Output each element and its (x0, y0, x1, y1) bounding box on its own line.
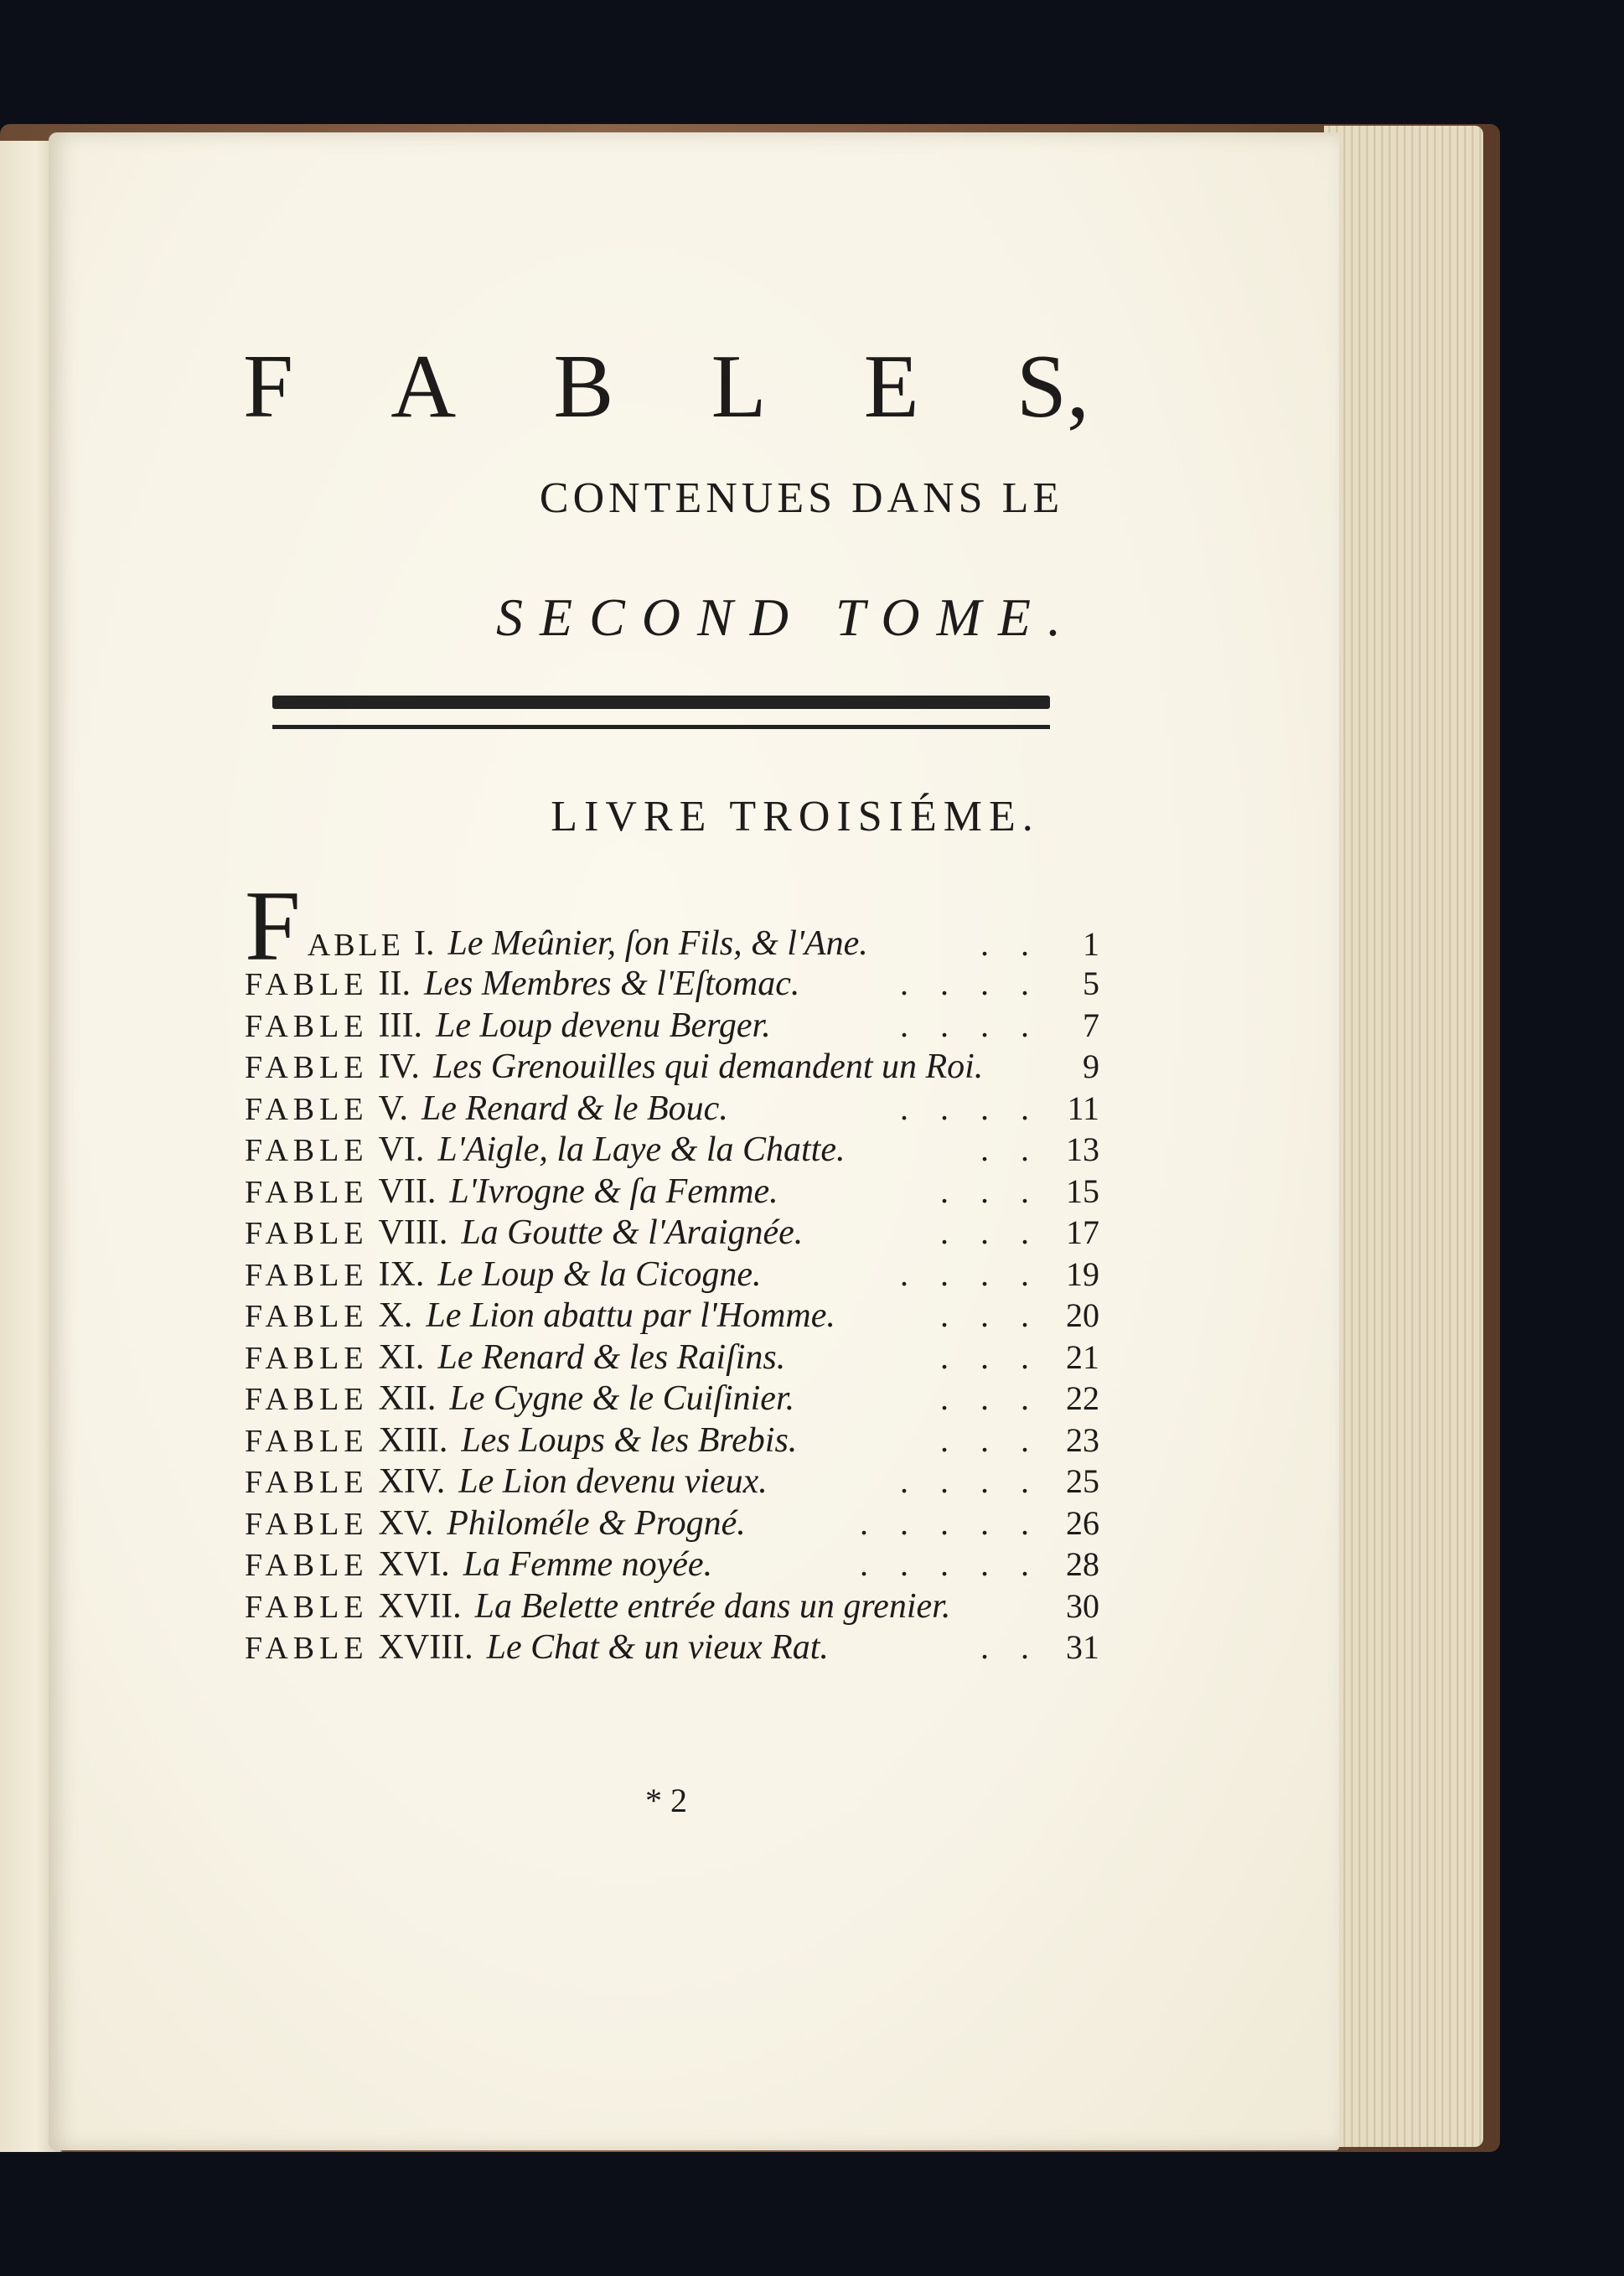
page-number: 17 (1066, 1213, 1099, 1251)
fable-title: Les Loups & les Brebis. (461, 1420, 798, 1460)
toc-row (245, 1627, 1099, 1669)
leader-dots: . . . (940, 1420, 1041, 1459)
fable-number: XV. (378, 1503, 434, 1543)
fable-number: XVIII. (378, 1628, 473, 1667)
tome-heading: SECOND TOME. (496, 587, 1078, 647)
fable-number: I. (413, 924, 435, 963)
fable-word: FABLE (245, 1091, 369, 1127)
page-number: 31 (1066, 1628, 1099, 1666)
title-letter: F (243, 337, 294, 437)
divider-thin (272, 725, 1050, 729)
fable-word: FABLE (245, 1050, 369, 1085)
fable-word: FABLE (245, 1631, 369, 1666)
drop-cap: F (245, 870, 304, 981)
page-title (243, 335, 1089, 439)
title-letter: L (711, 337, 767, 437)
fable-word: FABLE (245, 1299, 369, 1334)
leader-dots: . . (980, 1628, 1041, 1666)
fable-word: FABLE (245, 1382, 369, 1417)
leader-dots: . . . . . (860, 1503, 1041, 1542)
page-number: 13 (1066, 1130, 1099, 1168)
page-number: 7 (1083, 1006, 1099, 1044)
toc-row (245, 1213, 1099, 1254)
fable-word: FABLE (245, 1133, 369, 1168)
leader-dots: . . . (940, 1172, 1041, 1210)
toc-row (245, 1254, 1099, 1296)
page-number: 26 (1066, 1503, 1099, 1542)
fable-title: Le Lion abattu par l'Homme. (426, 1296, 835, 1335)
fable-number: III. (378, 1006, 422, 1045)
fable-title: Le Chat & un vieux Rat. (486, 1628, 829, 1667)
signature-mark: * 2 (645, 1782, 687, 1819)
fable-number: X. (378, 1296, 413, 1335)
page-number: 11 (1067, 1089, 1099, 1127)
fable-title: La Goutte & l'Araignée. (461, 1213, 804, 1252)
toc-row (245, 1089, 1099, 1130)
fable-number: XVI. (378, 1545, 450, 1584)
fable-number: XI. (378, 1337, 425, 1377)
fable-title: L'Ivrogne & ſa Femme. (449, 1172, 778, 1211)
page-number: 20 (1066, 1296, 1099, 1334)
fable-number: II. (378, 965, 411, 1003)
fable-title: L'Aigle, la Laye & la Chatte. (437, 1130, 846, 1169)
leader-dots: . . . (940, 1379, 1041, 1417)
page-number: 19 (1066, 1254, 1099, 1293)
fable-number: IX. (378, 1254, 425, 1294)
page-fore-edge (1324, 126, 1483, 2147)
leader-dots: . . . . (900, 965, 1041, 1002)
fable-number: XVII. (378, 1586, 462, 1626)
page-number: 23 (1066, 1420, 1099, 1459)
toc-row (245, 1130, 1099, 1172)
fable-number: VII. (378, 1172, 437, 1211)
fable-number: VI. (378, 1130, 425, 1169)
fable-word-rest: ABLE (307, 928, 404, 963)
leader-dots: . . . . (900, 1006, 1041, 1044)
leader-dots: . . . . . (860, 1545, 1041, 1583)
fable-word: FABLE (245, 1465, 369, 1500)
page-number: 21 (1066, 1337, 1099, 1376)
fable-title: Le Renard & le Bouc. (421, 1089, 728, 1128)
fable-title: Le Lion devenu vieux. (458, 1462, 768, 1501)
fable-number: V. (378, 1089, 408, 1128)
fable-title: Le Meûnier, ſon Fils, & l'Ane. (447, 924, 868, 963)
toc-row (245, 964, 1099, 1006)
fable-title: Les Membres & l'Eſtomac. (424, 965, 800, 1003)
toc-row (245, 1586, 1099, 1628)
fable-word: FABLE (245, 1548, 369, 1583)
page-number: 9 (1083, 1047, 1099, 1085)
section-heading: LIVRE TROISIÉME. (551, 793, 1040, 841)
subtitle: CONTENUES DANS LE (539, 474, 1064, 522)
fable-word: FABLE (245, 1506, 369, 1542)
title-letter: A (390, 337, 457, 437)
fable-title: Le Loup & la Cicogne. (437, 1254, 762, 1294)
page-number: 28 (1066, 1545, 1099, 1583)
leader-dots: . . (980, 925, 1041, 963)
toc-row (245, 1461, 1099, 1503)
fable-title: Philoméle & Progné. (447, 1503, 746, 1543)
leader-dots: . . . (940, 1296, 1041, 1334)
page-number: 1 (1083, 925, 1099, 963)
fable-title: Le Cygne & le Cuiſinier. (449, 1379, 795, 1418)
leader-dots: . . . . (900, 1089, 1041, 1127)
fable-title: Le Loup devenu Berger. (436, 1006, 771, 1045)
fable-word: FABLE (245, 1008, 369, 1044)
fable-word: FABLE (245, 1257, 369, 1293)
fable-number: XIII. (378, 1420, 448, 1460)
toc-row (245, 1296, 1099, 1337)
fable-number: IV. (378, 1047, 420, 1086)
fable-word: FABLE (245, 1340, 369, 1376)
fable-title: Les Grenouilles qui demandent un Roi. (432, 1047, 984, 1086)
fable-title: La Belette entrée dans un grenier. (474, 1586, 951, 1626)
page-number: 15 (1066, 1172, 1099, 1210)
leader-dots: . . . (940, 1337, 1041, 1376)
fable-number: XII. (378, 1379, 437, 1418)
toc-row (245, 1503, 1099, 1545)
title-letter: E (863, 337, 919, 437)
toc-row (245, 1337, 1099, 1379)
fable-title: Le Renard & les Raiſins. (437, 1337, 786, 1377)
fable-word: FABLE (245, 1589, 369, 1625)
page-number: 30 (1066, 1586, 1099, 1625)
page-number: 5 (1083, 965, 1099, 1002)
fable-word: FABLE (245, 1423, 369, 1459)
fable-word: FABLE (245, 1174, 369, 1210)
toc-row (245, 1544, 1099, 1586)
fable-title: La Femme noyée. (463, 1545, 713, 1584)
title-letter: S, (1016, 337, 1089, 437)
toc-row (245, 1172, 1099, 1213)
leader-dots: . . (980, 1130, 1041, 1168)
fable-word: FABLE (245, 1216, 369, 1251)
toc-row (245, 1006, 1099, 1047)
page-number: 22 (1066, 1379, 1099, 1417)
page-number: 25 (1066, 1462, 1099, 1500)
leader-dots: . . . . (900, 1462, 1041, 1500)
fable-word: FABLE (245, 967, 369, 1002)
toc-row (245, 1047, 1099, 1089)
leader-dots: . . . (940, 1213, 1041, 1251)
toc-row (245, 870, 1099, 981)
toc-row (245, 1420, 1099, 1462)
fable-number: XIV. (378, 1462, 446, 1501)
toc-row (245, 1379, 1099, 1420)
leader-dots: . . . . (900, 1254, 1041, 1293)
fable-word (245, 870, 404, 981)
fable-number: VIII. (378, 1213, 448, 1252)
divider-thick (272, 696, 1050, 709)
table-of-contents (245, 870, 1099, 1669)
title-letter: B (553, 337, 614, 437)
